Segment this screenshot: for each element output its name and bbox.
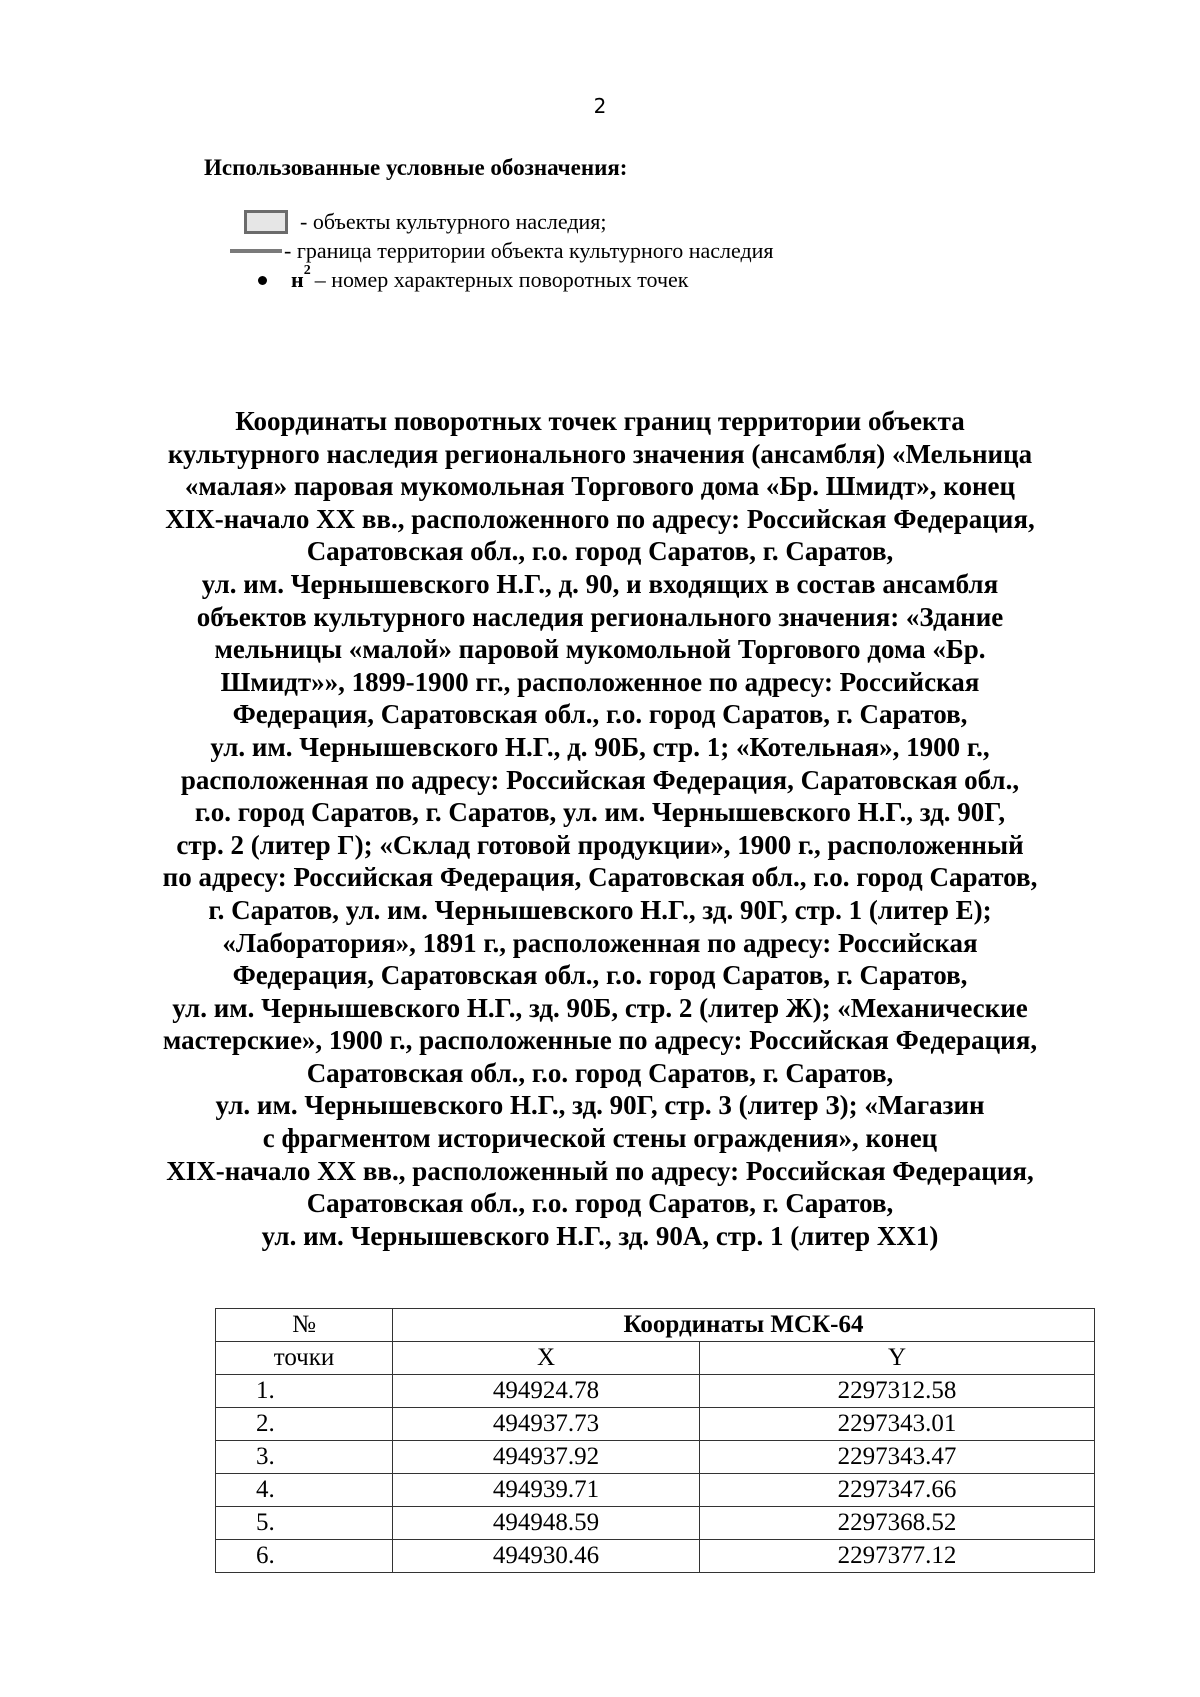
table-row (216, 1441, 1095, 1474)
title-line: г. Саратов, ул. им. Чернышевского Н.Г., зд. 90Г, стр. 1 (литер Е); (208, 894, 992, 925)
title-line: Федерация, Саратовская обл., г.о. город Саратов, г. Саратов, (232, 699, 968, 730)
cell-y: 2297368.52 (700, 1507, 1095, 1540)
legend-item-heritage-objects (244, 207, 607, 237)
cell-x: 494937.73 (393, 1408, 700, 1441)
title-line: Саратовская обл., г.о. город Саратов, г. Саратов, (306, 536, 894, 567)
cell-x: 494939.71 (393, 1474, 700, 1507)
title-line: Шмидт»», 1899-1900 гг., расположенное по адресу: Российская (220, 666, 980, 697)
title-line: Саратовская обл., г.о. город Саратов, г. Саратов, (306, 1188, 894, 1219)
header-y: Y (700, 1342, 1095, 1375)
title-line: ул. им. Чернышевского Н.Г., д. 90, и входящих в состав ансамбля (201, 568, 999, 599)
heritage-object-box-icon (244, 210, 288, 234)
legend-item-text: – номер характерных поворотных точек (314, 267, 689, 292)
header-x: X (393, 1342, 700, 1375)
legend-item-text: - объекты культурного наследия; (300, 209, 607, 234)
header-point-number-label: точки (216, 1342, 393, 1375)
cell-number: 2. (216, 1408, 393, 1441)
title-line: мельницы «малой» паровой мукомольной Торгового дома «Бр. (214, 634, 986, 665)
cell-x: 494930.46 (393, 1540, 700, 1573)
title-line: стр. 2 (литер Г); «Склад готовой продукции», 1900 г., расположенный (176, 829, 1024, 860)
title-line: «Лаборатория», 1891 г., расположенная по адресу: Российская (222, 927, 978, 958)
cell-x: 494937.92 (393, 1441, 700, 1474)
table-row (216, 1408, 1095, 1441)
title-line: ул. им. Чернышевского Н.Г., зд. 90Г, стр. 3 (литер З); «Магазин (215, 1090, 985, 1121)
title-line: ул. им. Чернышевского Н.Г., зд. 90Б, стр. 2 (литер Ж); «Механические (172, 992, 1028, 1023)
table-row (216, 1540, 1095, 1573)
document-title (150, 405, 1050, 1252)
title-line: XIX-начало XX вв., расположенного по адресу: Российская Федерация, (165, 503, 1035, 534)
point-label-sup: 2 (303, 263, 311, 278)
legend-item-boundary (230, 236, 774, 266)
cell-x: 494924.78 (393, 1375, 700, 1408)
title-line: Саратовская обл., г.о. город Саратов, г. Саратов, (306, 1057, 894, 1088)
title-line: ул. им. Чернышевского Н.Г., зд. 90А, стр. 1 (литер XX1) (261, 1220, 939, 1251)
title-line: «малая» паровая мукомольная Торгового дома «Бр. Шмидт», конец (184, 471, 1016, 502)
cell-y: 2297347.66 (700, 1474, 1095, 1507)
cell-number: 3. (216, 1441, 393, 1474)
title-line: расположенная по адресу: Российская Федерация, Саратовская обл., (180, 764, 1020, 795)
cell-y: 2297343.47 (700, 1441, 1095, 1474)
title-line: культурного наследия регионального значения (ансамбля) «Мельница (167, 438, 1033, 469)
boundary-line-icon (230, 249, 282, 253)
table-row (216, 1474, 1095, 1507)
bullet-point-icon (258, 276, 267, 285)
cell-number: 6. (216, 1540, 393, 1573)
title-line: мастерские», 1900 г., расположенные по адресу: Российская Федерация, (162, 1025, 1038, 1056)
title-line: XIX-начало XX вв., расположенный по адресу: Российская Федерация, (166, 1155, 1034, 1186)
legend-title: Использованные условные обозначения: (204, 155, 628, 180)
header-coordinates: Координаты МСК-64 (393, 1309, 1095, 1342)
cell-number: 1. (216, 1375, 393, 1408)
cell-number: 4. (216, 1474, 393, 1507)
cell-x: 494948.59 (393, 1507, 700, 1540)
title-line: с фрагментом исторической стены ограждения», конец (262, 1123, 938, 1154)
legend-item-turning-points (258, 265, 688, 295)
header-point-number: № (216, 1309, 393, 1342)
title-line: Координаты поворотных точек границ территории объекта (235, 406, 965, 436)
legend-item-text: - граница территории объекта культурного наследия (284, 238, 774, 263)
cell-number: 5. (216, 1507, 393, 1540)
table-row (216, 1375, 1095, 1408)
point-label: н (291, 267, 304, 292)
table-row (216, 1507, 1095, 1540)
cell-y: 2297377.12 (700, 1540, 1095, 1573)
title-line: объектов культурного наследия регионального значения: «Здание (196, 601, 1004, 632)
page-number: 2 (593, 94, 607, 118)
cell-y: 2297312.58 (700, 1375, 1095, 1408)
coordinates-table (215, 1308, 1095, 1573)
title-line: ул. им. Чернышевского Н.Г., д. 90Б, стр. 1; «Котельная», 1900 г., (210, 731, 990, 762)
title-line: по адресу: Российская Федерация, Саратовская обл., г.о. город Саратов, (162, 862, 1038, 893)
title-line: г.о. город Саратов, г. Саратов, ул. им. Чернышевского Н.Г., зд. 90Г, (194, 797, 1006, 828)
cell-y: 2297343.01 (700, 1408, 1095, 1441)
title-line: Федерация, Саратовская обл., г.о. город Саратов, г. Саратов, (232, 960, 968, 991)
